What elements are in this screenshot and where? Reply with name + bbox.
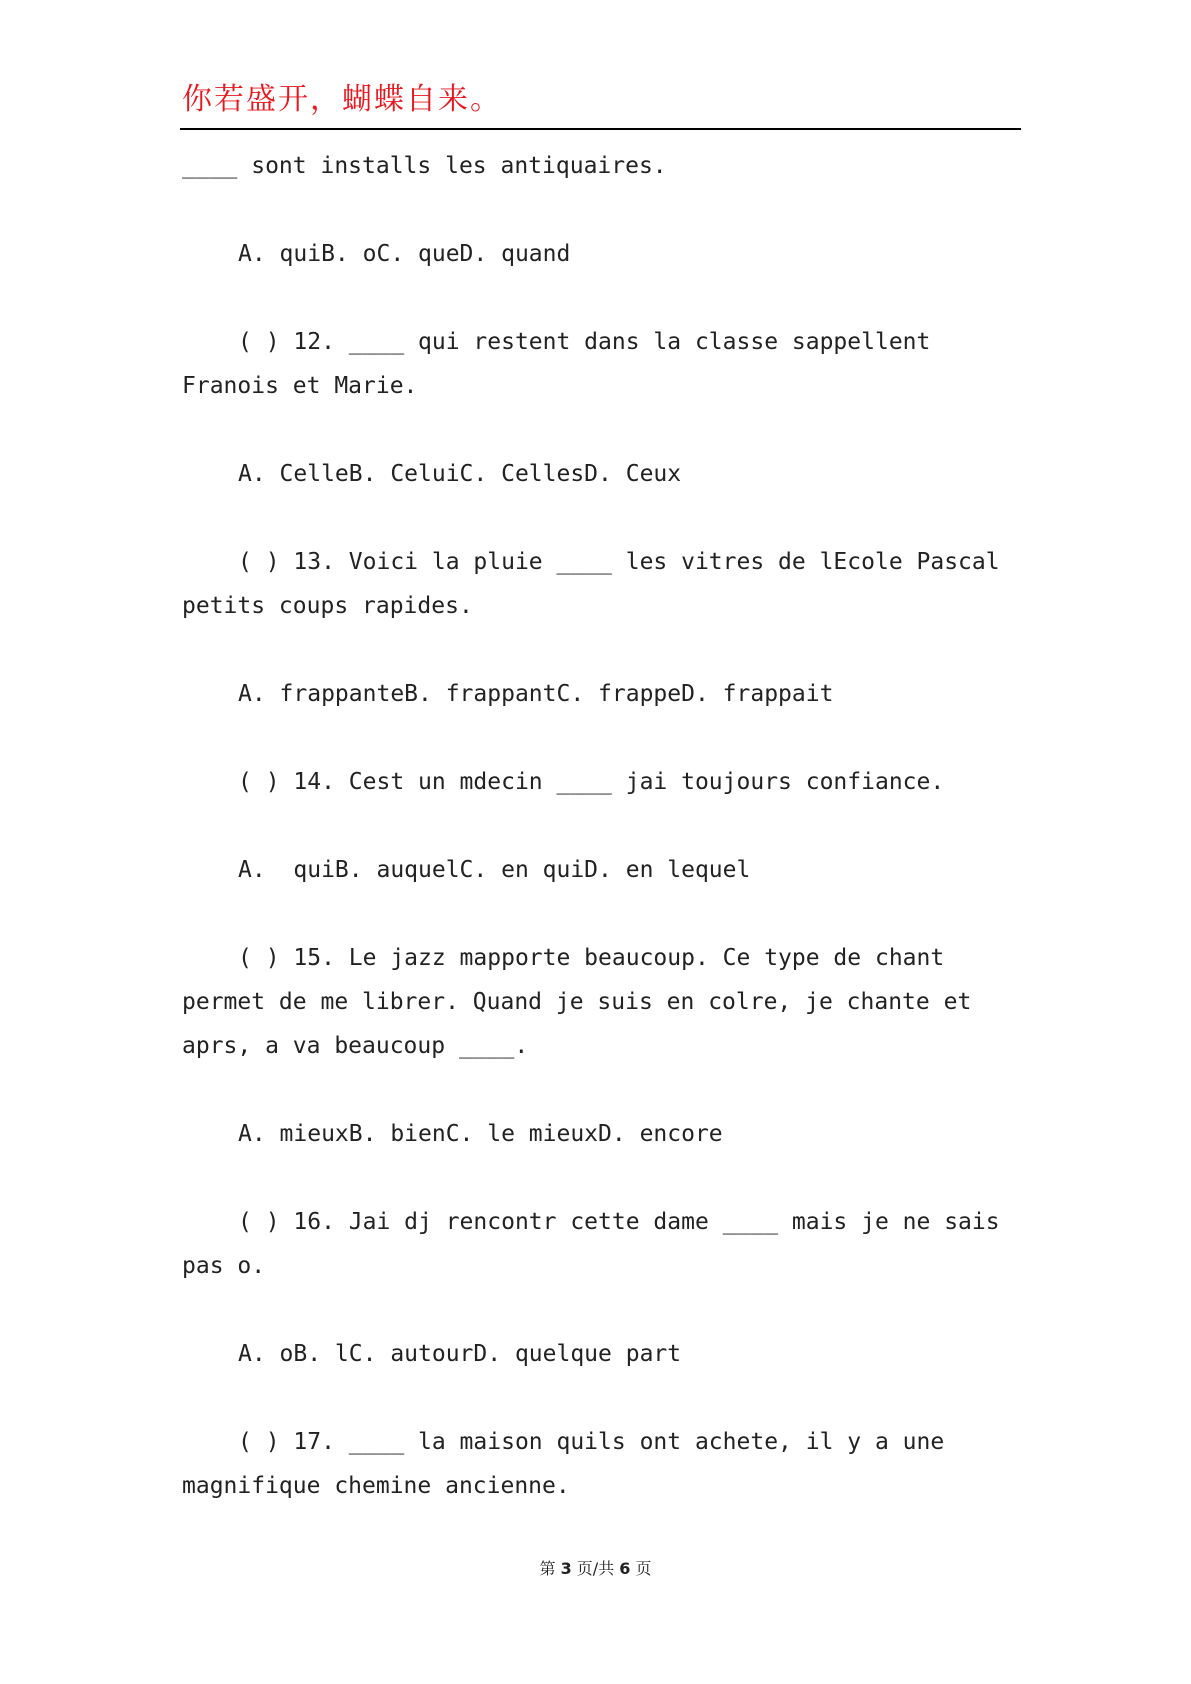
answer-options-14: A. quiB. auquelC. en quiD. en lequel <box>238 857 751 883</box>
answer-options-15: A. mieuxB. bienC. le mieuxD. encore <box>238 1121 723 1147</box>
page-footer <box>0 1556 1191 1579</box>
question-13: ( ) 13. Voici la pluie ____ les vitres de lEcole Pascal petits coups rapides. <box>182 549 1000 619</box>
question-14: ( ) 14. Cest un mdecin ____ jai toujours confiance. <box>238 769 945 795</box>
question-12: ( ) 12. ____ qui restent dans la classe sappellent Franois et Marie. <box>182 329 931 399</box>
answer-options-11: A. quiB. oC. queD. quand <box>238 241 571 267</box>
document-body <box>182 144 1022 1552</box>
question-17: ( ) 17. ____ la maison quils ont achete, il y a une magnifique chemine ancienne. <box>182 1429 945 1499</box>
answer-options-16: A. oB. lC. autourD. quelque part <box>238 1341 682 1367</box>
footer-suffix: 页 <box>635 1559 652 1578</box>
footer-total-pages: 6 <box>619 1559 631 1578</box>
footer-middle: 页/共 <box>576 1559 615 1578</box>
answer-options-13: A. frappanteB. frappantC. frappeD. frappait <box>238 681 834 707</box>
footer-page-number: 3 <box>560 1559 572 1578</box>
question-16: ( ) 16. Jai dj rencontr cette dame ____ mais je ne sais pas o. <box>182 1209 1000 1279</box>
footer-prefix: 第 <box>539 1559 556 1578</box>
question-continuation-line: ____ sont installs les antiquaires. <box>182 153 667 179</box>
question-15: ( ) 15. Le jazz mapporte beaucoup. Ce type de chant permet de me librer. Quand je suis en colre, je chante et aprs, a va beaucoup ____. <box>182 945 972 1059</box>
answer-options-12: A. CelleB. CeluiC. CellesD. Ceux <box>238 461 682 487</box>
page-header-title: 你若盛开，蝴蝶自来。 <box>182 82 502 117</box>
header-divider <box>180 128 1021 130</box>
